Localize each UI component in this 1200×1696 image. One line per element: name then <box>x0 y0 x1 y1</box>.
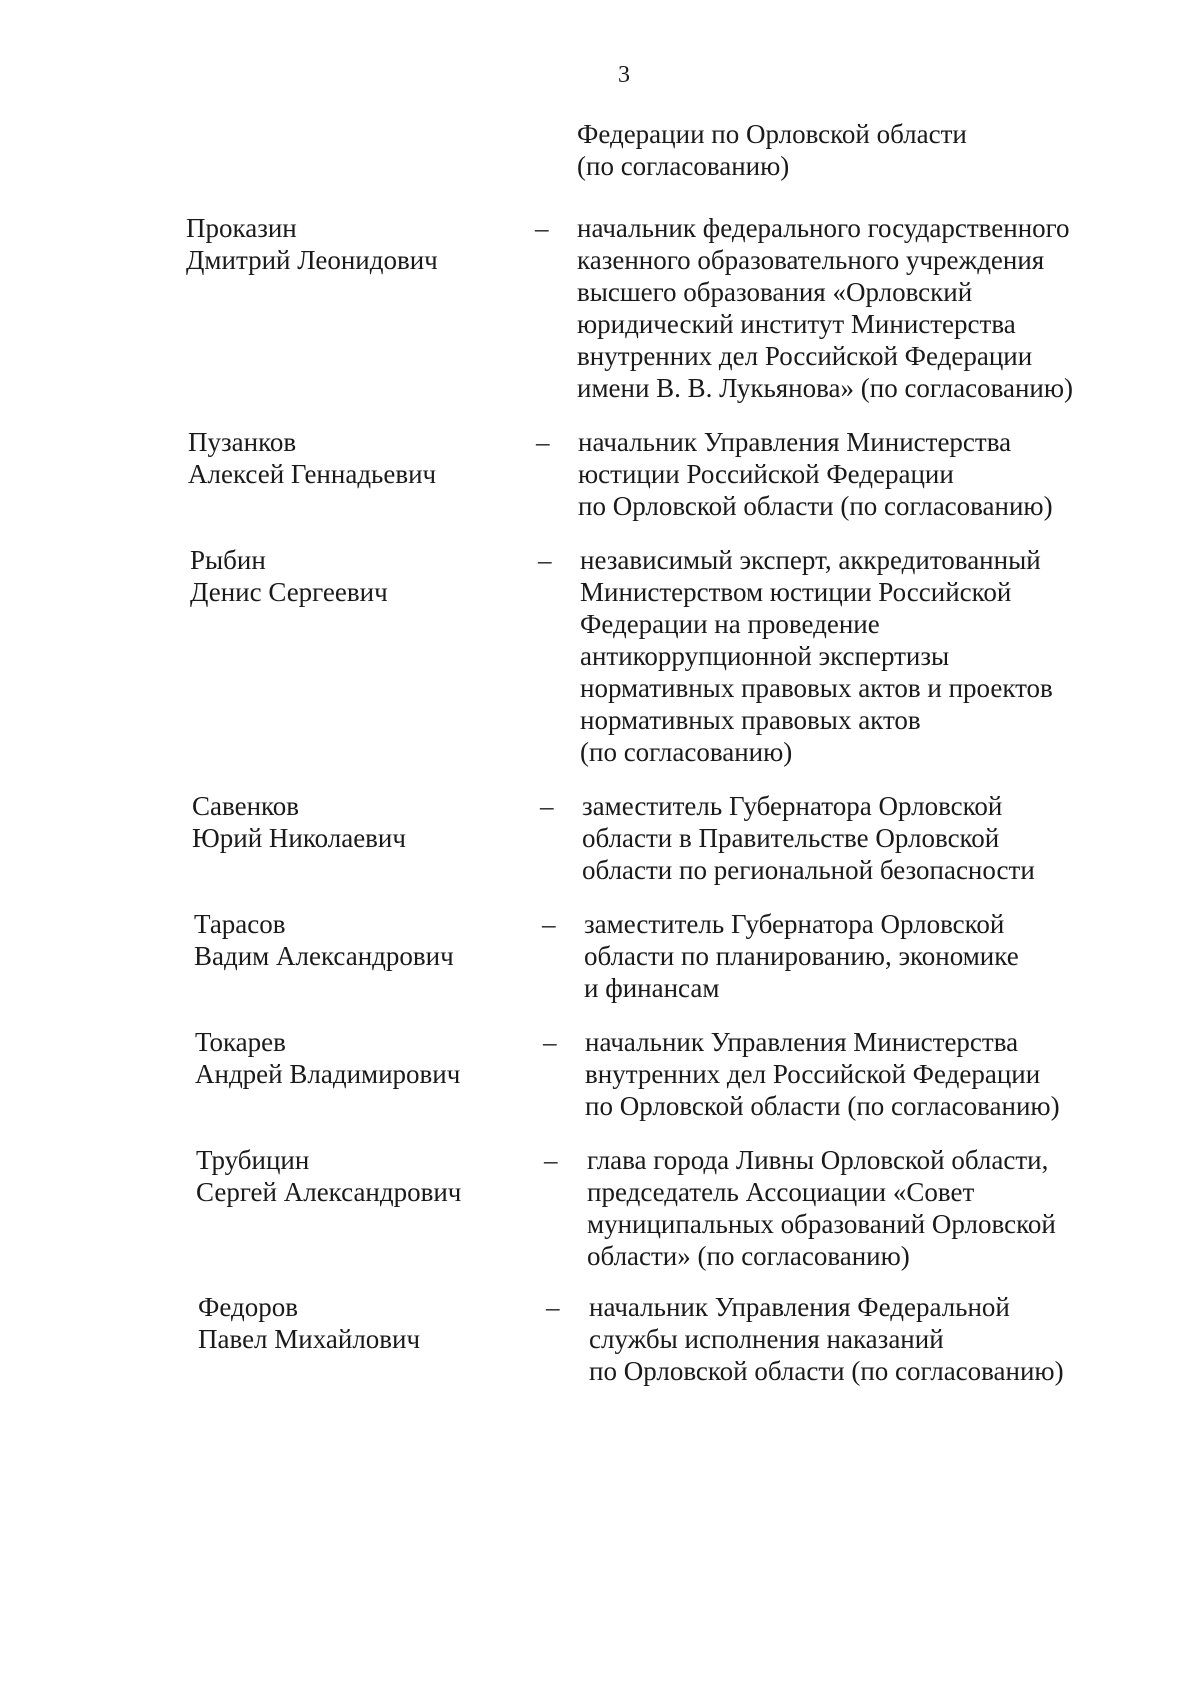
position-line: области» (по согласованию) <box>587 1241 910 1271</box>
position-line: заместитель Губернатора Орловской <box>584 909 1005 939</box>
position-line: имени В. В. Лукьянова» (по согласованию) <box>577 373 1074 403</box>
dash-separator: – <box>542 909 556 939</box>
member-given-names: Дмитрий Леонидович <box>186 245 438 275</box>
position-line: казенного образовательного учреждения <box>577 245 1045 275</box>
member-name <box>194 908 454 972</box>
position-line: высшего образования «Орловский <box>577 277 973 307</box>
dash-separator: – <box>536 427 550 457</box>
member-name <box>192 790 406 854</box>
member-surname: Пузанков <box>188 427 297 457</box>
position-line: службы исполнения наказаний <box>589 1324 944 1354</box>
position-line: нормативных правовых актов <box>580 705 921 735</box>
member-name <box>198 1291 420 1355</box>
position-line: начальник Управления Министерства <box>578 427 1012 457</box>
dash-separator: – <box>546 1292 560 1322</box>
dash-separator: – <box>535 213 549 243</box>
position-line: независимый эксперт, аккредитованный <box>580 545 1041 575</box>
position-line: муниципальных образований Орловской <box>587 1209 1056 1239</box>
position-line: начальник федерального государственного <box>577 213 1070 243</box>
member-surname: Токарев <box>195 1027 286 1057</box>
member-surname: Тарасов <box>194 909 286 939</box>
position-line: Федерации на проведение <box>580 609 880 639</box>
member-name <box>188 426 436 490</box>
position-line: начальник Управления Министерства <box>585 1027 1019 1057</box>
position-line: внутренних дел Российской Федерации <box>585 1059 1041 1089</box>
member-name <box>195 1026 460 1090</box>
position-line: антикоррупционной экспертизы <box>580 641 950 671</box>
member-name <box>196 1144 461 1208</box>
member-surname: Проказин <box>186 213 297 243</box>
member-position <box>585 1026 1060 1122</box>
dash-separator: – <box>544 1145 558 1175</box>
position-line: области по региональной безопасности <box>582 855 1035 885</box>
position-line: и финансам <box>584 973 720 1003</box>
member-given-names: Алексей Геннадьевич <box>188 459 437 489</box>
continuation-text <box>577 118 967 182</box>
member-position <box>580 544 1053 768</box>
position-line: заместитель Губернатора Орловской <box>582 791 1003 821</box>
position-line: глава города Ливны Орловской области, <box>587 1145 1049 1175</box>
position-line: нормативных правовых актов и проектов <box>580 673 1053 703</box>
position-line: председатель Ассоциации «Совет <box>587 1177 975 1207</box>
member-given-names: Павел Михайлович <box>198 1324 421 1354</box>
member-surname: Рыбин <box>190 545 266 575</box>
member-position <box>589 1291 1064 1387</box>
position-line: юридический институт Министерства <box>577 309 1016 339</box>
member-name <box>186 212 438 276</box>
member-given-names: Вадим Александрович <box>194 941 454 971</box>
member-given-names: Андрей Владимирович <box>195 1059 461 1089</box>
member-name <box>190 544 388 608</box>
dash-separator: – <box>540 791 554 821</box>
position-line: области по планированию, экономике <box>584 941 1019 971</box>
continuation-line: Федерации по Орловской области <box>577 119 967 149</box>
member-surname: Савенков <box>192 791 300 821</box>
member-position <box>578 426 1053 522</box>
continuation-line: (по согласованию) <box>577 151 790 181</box>
position-line: по Орловской области (по согласованию) <box>589 1356 1064 1386</box>
position-line: области в Правительстве Орловской <box>582 823 1000 853</box>
member-surname: Федоров <box>198 1292 298 1322</box>
position-line: Министерством юстиции Российской <box>580 577 1012 607</box>
member-position <box>587 1144 1056 1272</box>
member-given-names: Денис Сергеевич <box>190 577 388 607</box>
member-position <box>577 212 1073 404</box>
position-line: (по согласованию) <box>580 737 793 767</box>
dash-separator: – <box>543 1027 557 1057</box>
member-given-names: Сергей Александрович <box>196 1177 462 1207</box>
position-line: начальник Управления Федеральной <box>589 1292 1010 1322</box>
dash-separator: – <box>538 545 552 575</box>
member-given-names: Юрий Николаевич <box>192 823 406 853</box>
member-position <box>582 790 1035 886</box>
member-position <box>584 908 1019 1004</box>
member-surname: Трубицин <box>196 1145 310 1175</box>
page-number: 3 <box>618 62 630 88</box>
position-line: юстиции Российской Федерации <box>578 459 954 489</box>
position-line: по Орловской области (по согласованию) <box>585 1091 1060 1121</box>
position-line: по Орловской области (по согласованию) <box>578 491 1053 521</box>
position-line: внутренних дел Российской Федерации <box>577 341 1033 371</box>
